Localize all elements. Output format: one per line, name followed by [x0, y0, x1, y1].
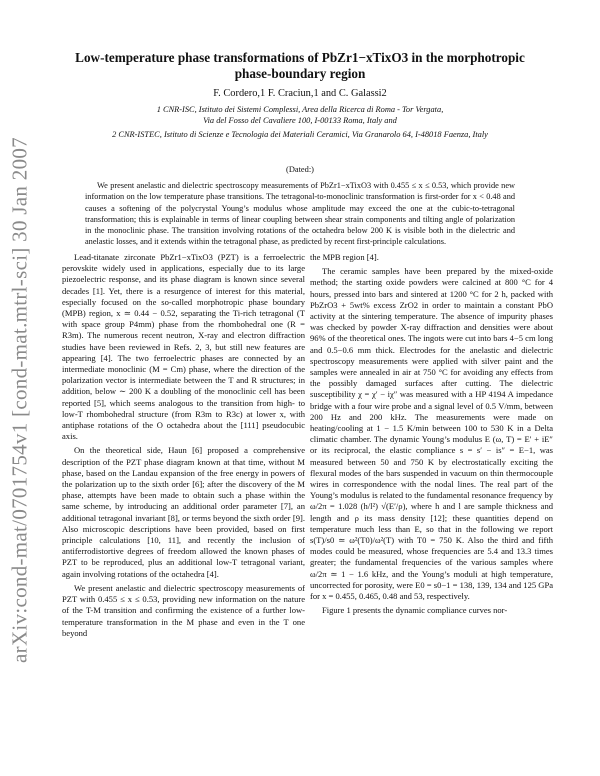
right-column: [310, 252, 553, 620]
affiliation-2: 2 CNR-ISTEC, Istituto di Scienze e Tecnologia dei Materiali Ceramici, Via Granarolo 64, I-48018 Faenza, Italy: [112, 130, 488, 139]
arxiv-stamp: [2, 90, 38, 710]
paragraph: We present anelastic and dielectric spectroscopy measurements of PZT with 0.455 ≤ x ≤ 0.53, providing new information on the nature of the T-M transition and confirming the existence of a further low-temperature transformation in the M phase and even in the T one beyond: [62, 582, 305, 638]
paragraph: Figure 1 presents the dynamic compliance curves nor-: [322, 605, 508, 616]
dated-line: (Dated:): [286, 165, 314, 174]
affiliation-1-line-1: 1 CNR-ISC, Istituto dei Sistemi Complessi, Area della Ricerca di Roma - Tor Vergata,: [156, 105, 444, 114]
arxiv-stamp-text: arXiv:cond-mat/0701754v1 [cond-mat.mtrl-sci] 30 Jan 2007: [7, 137, 32, 663]
paper-title: [60, 50, 540, 82]
title-line-1: Low-temperature phase transformations of PbZr1−xTixO3 in the morphotropic: [75, 50, 525, 65]
paragraph: the MPB region [4].: [310, 252, 379, 262]
paragraph: Lead-titanate zirconate PbZr1−xTixO3 (PZT) is a ferroelectric perovskite widely used in applications, especially due to its large piezoelectric response, and its phase diagram is known since several decades [1]. Yet, there is a resurgence of interest for this material, especially focused on the so-called morphotropic phase boundary (MPB) region, x ≃ 0.44 − 0.52, separating the Ti-rich tetragonal (T with space group P4mm) phase from the rhombohedral one (R = R3m). The numerous recent neutron, X-ray and electron diffraction studies have been reviewed in Refs. 2, 3, but still new features are appearing [4]. The two ferroelectric phases are connected by an intermediate monoclinic (M = Cm) phase, where the direction of the polarization vector is intermediate between the T and R structures; in addition, below ∼ 200 K a doubling of the monoclinic cell has been reported [5], which seems analogous to the transition from high- to low-T rhombohedral structure (from R3m to R3c) at lower x, with antiphase rotations of the O octahedra about the [111] pseudocubic axis.: [62, 252, 305, 442]
affiliation-1: [60, 104, 540, 126]
paragraph: The ceramic samples have been prepared by the mixed-oxide method; the starting oxide powders were calcined at 800 °C for 4 hours, pressed into bars and sintered at 1200 °C for 2 h, packed with PbZrO3 + 5wt% excess ZrO2 in order to maintain a constant PbO activity at the sintering temperature. The absence of impurity phases was checked by powder X-ray diffraction and densities were about 96% of the theoretical ones. The ingots were cut into bars 4−5 cm long and 0.5−0.6 mm thick. Electrodes for the anelastic and dielectric spectroscopy measurements were applied with silver paint and the samples were annealed in air at 750 °C for avoiding any effects from the possibly damaged surfaces after cutting. The dielectric susceptibility χ = χ′ − iχ″ was measured with a HP 4194 A impedance bridge with a four wire probe and a signal level of 0.5 V/mm, between 200 Hz and 200 kHz. The measurements were made on heating/cooling at 1 − 1.5 K/min between 100 to 530 K in a Delta climatic chamber. The dynamic Young’s modulus E (ω, T) = E′ + iE″ or its reciprocal, the elastic compliance s = s′ − is″ = E−1, was measured between 50 and 750 K by electrostatically exciting the flexural modes of the bars suspended in vacuum on thin thermocouple wires in correspondence with the nodal lines. The real part of the Young’s modulus is related to the fundamental resonance frequency by ω/2π = 1.028 (h/l²) √(E′/ρ), where h and l are sample thickness and length and ρ its mass density [12]; these quantities depend on temperature much less than E, so that in the following we report s(T)/s0 ≃ ω²(T0)/ω²(T) with T0 = 750 K. Also the third and fifth modes could be measured, whose frequencies are 5.4 and 13.3 times greater; the fundamental frequencies of the various samples where ω/2π ≃ 1 − 1.6 kHz, and the Young’s moduli at high temperature, uncorrected for porosity, were E0 = s0−1 = 138, 139, 134 and 125 GPa for x = 0.455, 0.465, 0.48 and 53, respectively.: [310, 266, 553, 602]
affiliation-1-line-2: Via del Fosso del Cavaliere 100, I-00133 Roma, Italy and: [203, 116, 397, 125]
title-line-2: phase-boundary region: [234, 66, 366, 81]
left-column: [62, 252, 305, 642]
paragraph: On the theoretical side, Haun [6] proposed a comprehensive description of the PZT phase diagram known at that time, without M phase, based on the Landau expansion of the free energy in powers of the polarization up to the sixth order [6]; after the discovery of the M phase, attempts have been made to obtain such a phase within the same scheme, by introducing an additional order parameter [7], an additional tetragonal invariant [8], or terms beyond the sixth order [9]. Also microscopic descriptions have been provided, based on first principle calculations [10, 11], and recently the inclusion of antiferrodistortive degrees of freedom allowed the known phases of PZT to be reproduced, plus an additional low-T tetragonal variant, again involving rotations of the octahedra [4].: [62, 445, 305, 579]
abstract: We present anelastic and dielectric spectroscopy measurements of PbZr1−xTixO3 with 0.455 ≤ x ≤ 0.53, which provide new information on the low temperature phase transitions. The tetragonal-to-monoclinic transformation is first-order for x < 0.48 and causes a softening of the polycrystal Young’s modulus whose amplitude may exceed the one at the cubic-to-tetragonal transformation; this is explainable in terms of linear coupling between shear strain components and tilting angle of polarization in the monoclinic phase. The transition involving rotations of the octahedra below 200 K is visible both in the dielectric and anelastic losses, and it extends within the tetragonal phase, as predicted by recent first-principle calculations.: [85, 181, 515, 247]
authors: F. Cordero,1 F. Craciun,1 and C. Galassi2: [213, 88, 387, 99]
